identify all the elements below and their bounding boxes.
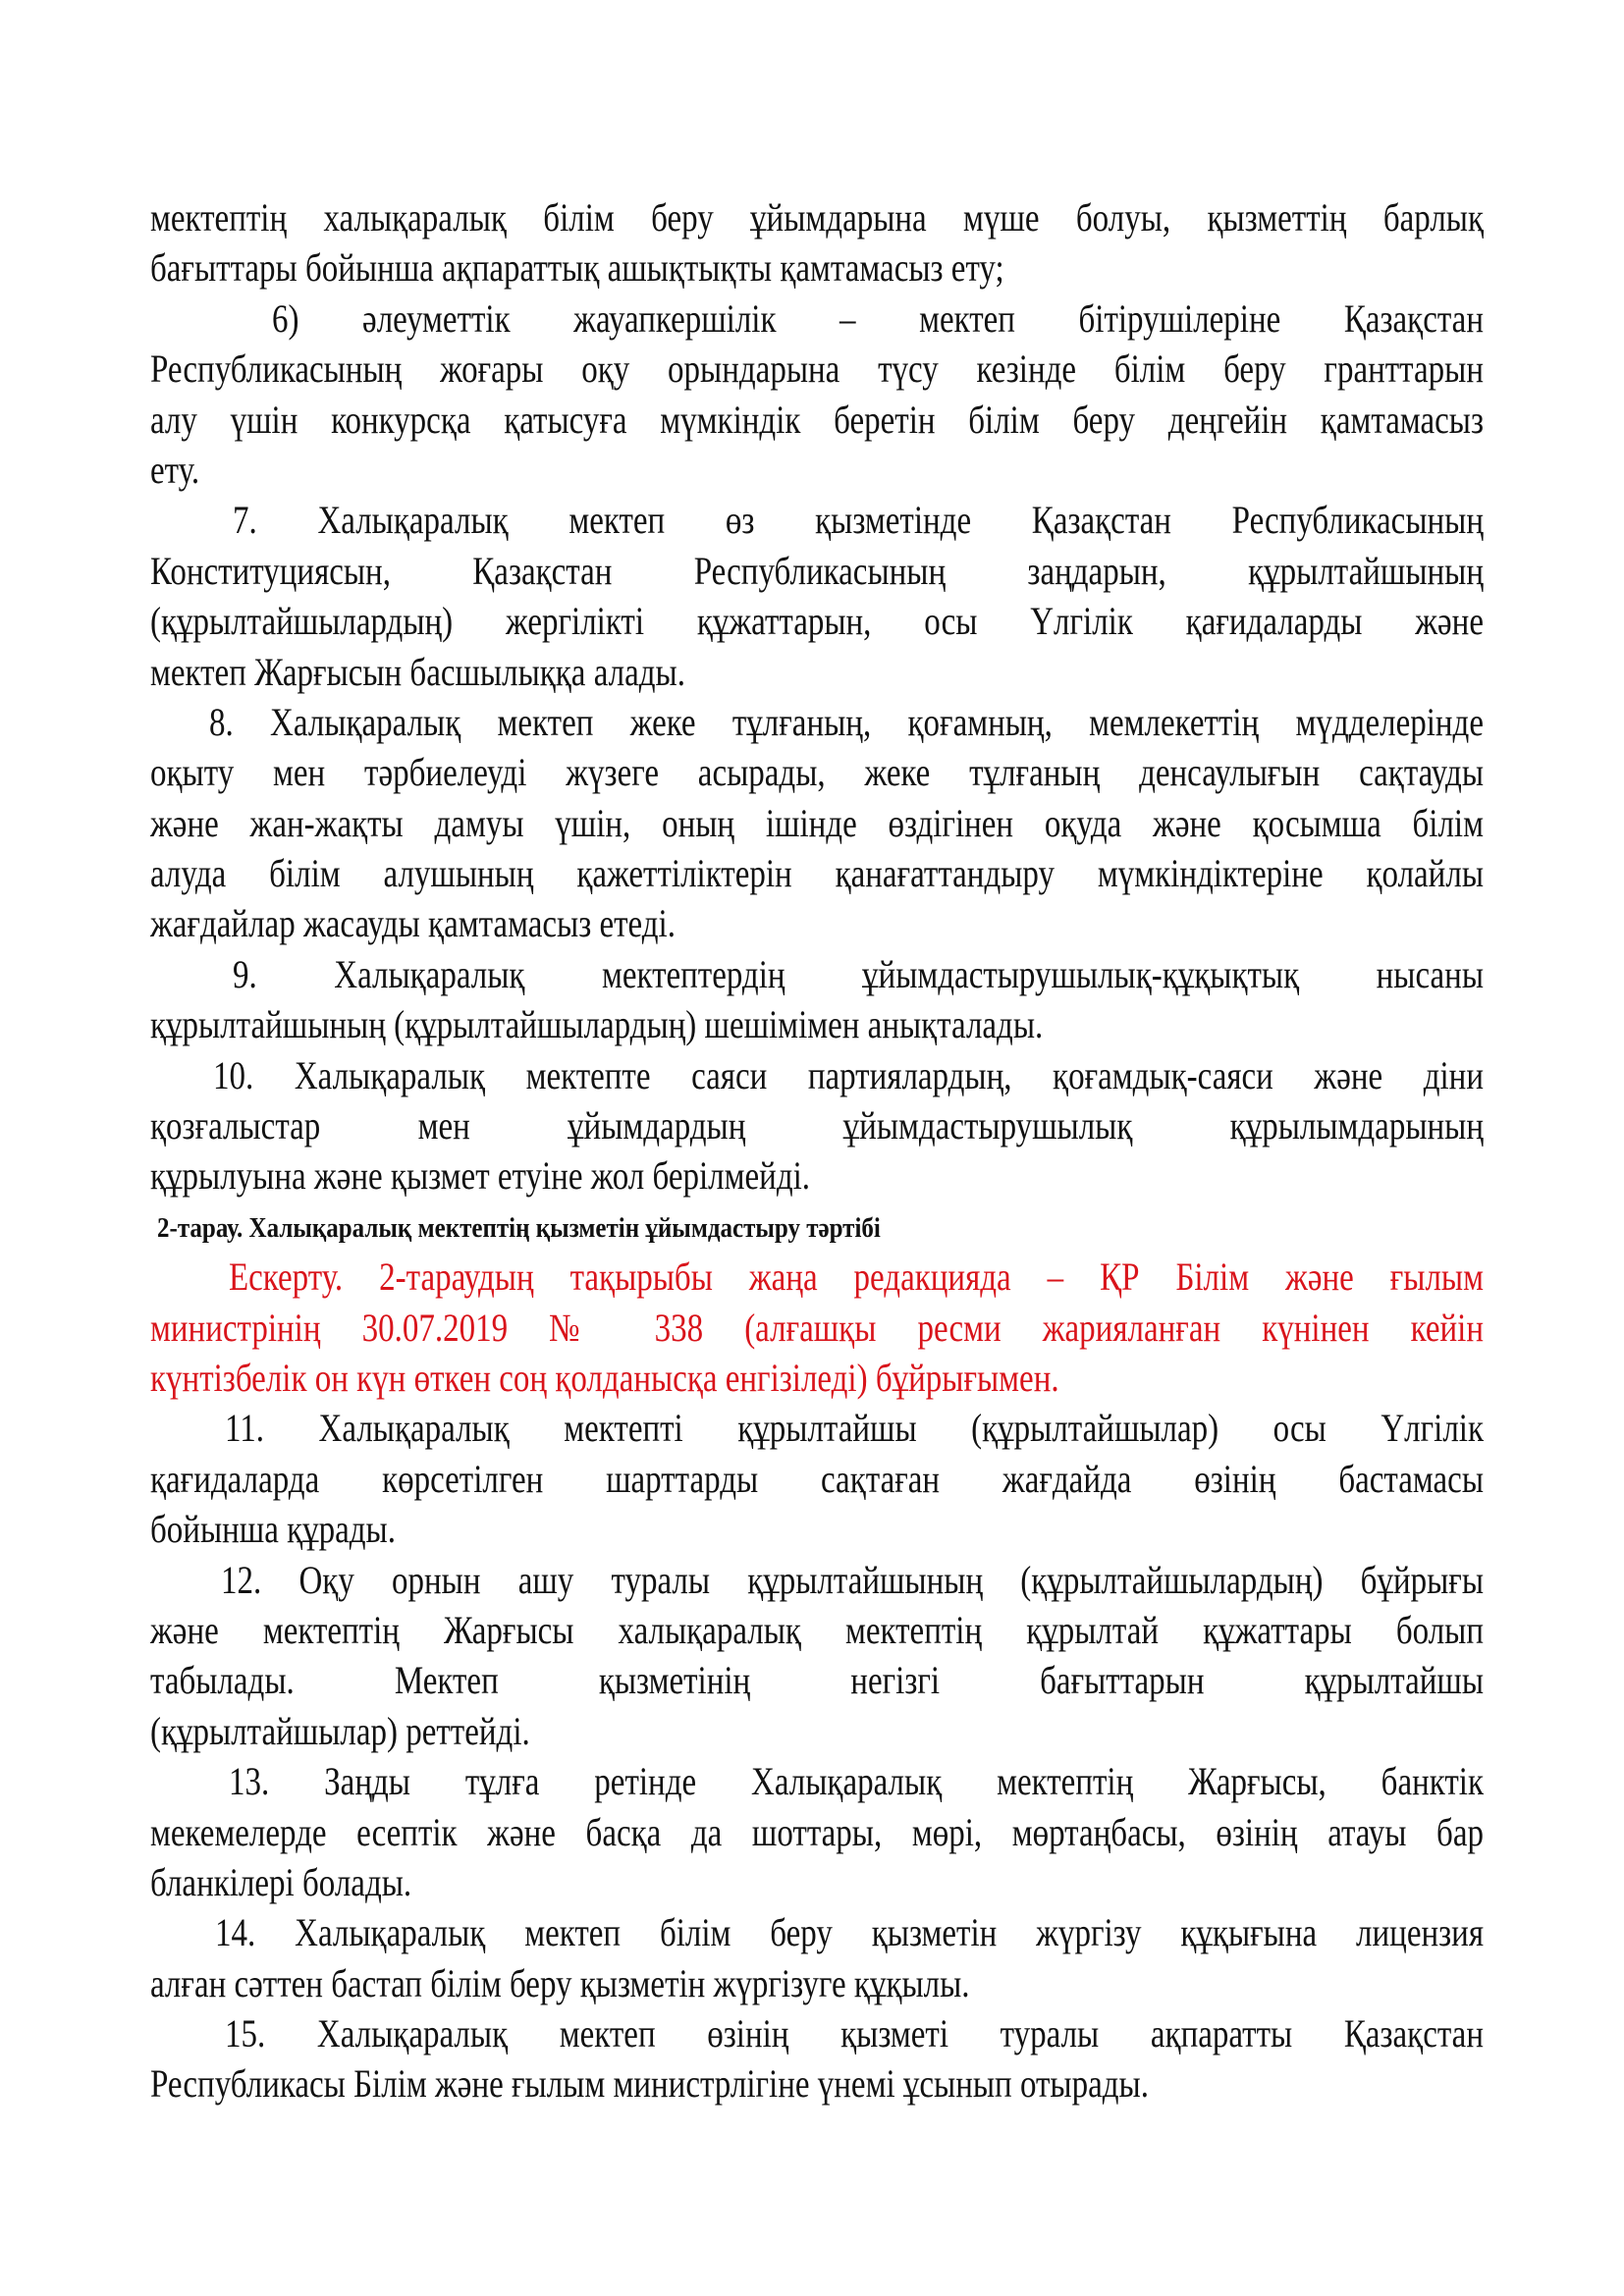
text-line: жағдайлар жасауды қамтамасыз етеді. xyxy=(150,903,676,947)
text-line: 14. Халықаралық мектеп білім беру қызметін жүргізу құқығына лицензия xyxy=(215,1912,1484,1956)
text-line: 12. Оқу орнын ашу туралы құрылтайшының (құрылтайшылардың) бұйрығы xyxy=(221,1559,1484,1603)
section-heading xyxy=(150,1203,1484,1254)
paragraph xyxy=(150,194,1484,295)
paragraph xyxy=(150,295,1484,498)
document-page xyxy=(150,194,1484,2111)
text-line: 7. Халықаралық мектеп өз қызметінде Қазақстан Республикасының xyxy=(233,500,1484,544)
text-line: Конституциясын, Қазақстан Республикасының заңдарын, құрылтайшының xyxy=(150,550,1484,594)
text-line: 8. Халықаралық мектеп жеке тұлғаның, қоғамның, мемлекеттің мүдделерінде xyxy=(209,701,1484,745)
text-line: мектеп Жарғысын басшылыққа алады. xyxy=(150,651,685,695)
paragraph xyxy=(150,497,1484,699)
text-line: табылады. Мектеп қызметінің негізгі бағыттарын құрылтайшы xyxy=(150,1660,1484,1704)
text-line: және мектептің Жарғысы халықаралық мектептің құрылтай құжаттары болып xyxy=(150,1609,1484,1653)
text-line: бойынша құрады. xyxy=(150,1509,396,1552)
text-line: қағидаларда көрсетілген шарттарды сақтаған жағдайда өзінің бастамасы xyxy=(150,1458,1484,1502)
text-line: мектептің халықаралық білім беру ұйымдарына мүше болуы, қызметтің барлық xyxy=(150,196,1484,240)
text-line: оқыту мен тәрбиелеуді жүзеге асырады, жеке тұлғаның денсаулығын сақтауды xyxy=(150,752,1484,796)
paragraph xyxy=(150,699,1484,951)
text-line: 11. Халықаралық мектепті құрылтайшы (құрылтайшылар) осы Үлгілік xyxy=(225,1408,1484,1452)
text-line: (құрылтайшылардың) жергілікті құжаттарын, осы Үлгілік қағидаларды және xyxy=(150,601,1484,644)
text-line: бланкілері болады. xyxy=(150,1861,412,1905)
paragraph xyxy=(150,1758,1484,1909)
text-line: мекемелерде есептік және басқа да шоттары, мөрі, мөртаңбасы, өзінің атауы бар xyxy=(150,1811,1484,1855)
paragraph xyxy=(150,1052,1484,1203)
text-line: бағыттары бойынша ақпараттық ашықтықты қамтамасыз ету; xyxy=(150,247,1004,292)
text-line: 10. Халықаралық мектепте саяси партиялардың, қоғамдық-саяси және діни xyxy=(213,1054,1484,1098)
text-line: Республикасы Білім және ғылым министрлігіне үнемі ұсынып отырады. xyxy=(150,2063,1149,2108)
paragraph xyxy=(150,951,1484,1052)
text-line: және жан-жақты дамуы үшін, оның ішінде өздігінен оқуда және қосымша білім xyxy=(150,802,1484,846)
text-line: ету. xyxy=(150,449,200,493)
text-line: алған сәттен бастап білім беру қызметін жүргізуге құқылы. xyxy=(150,1962,970,2006)
text-line: құрылтайшының (құрылтайшылардың) шешімімен анықталады. xyxy=(150,1004,1044,1048)
paragraph xyxy=(150,1557,1484,1759)
text-line: Ескерту. 2-тараудың тақырыбы жаңа редакцияда – ҚР Білім және ғылым xyxy=(229,1256,1484,1301)
text-line: алуда білім алушының қажеттіліктерін қанағаттандыру мүмкіндіктеріне қолайлы xyxy=(150,852,1484,896)
text-line: 6) әлеуметтік жауапкершілік – мектеп бітірушілеріне Қазақстан xyxy=(272,297,1484,342)
text-line: 13. Заңды тұлға ретінде Халықаралық мектептің Жарғысы, банктік xyxy=(229,1760,1484,1804)
text-line: күнтізбелік он күн өткен соң қолданысқа енгізіледі) бұйрығымен. xyxy=(150,1357,1059,1401)
editorial-note xyxy=(150,1254,1484,1405)
text-line: 9. Халықаралық мектептердің ұйымдастырушылық-құқықтық нысаны xyxy=(233,953,1484,997)
text-line: министрінің 30.07.2019 № 338 (алғашқы ресми жарияланған күнінен кейін xyxy=(150,1307,1484,1351)
paragraph xyxy=(150,1909,1484,2010)
text-line: 15. Халықаралық мектеп өзінің қызметі туралы ақпаратты Қазақстан xyxy=(225,2012,1484,2056)
text-line: 2-тарау. Халықаралық мектептің қызметін ұйымдастыру тәртібі xyxy=(157,1212,881,1244)
text-line: Республикасының жоғары оқу орындарына түсу кезінде білім беру гранттарын xyxy=(150,348,1484,392)
text-line: қозғалыстар мен ұйымдардың ұйымдастырушылық құрылымдарының xyxy=(150,1104,1484,1148)
text-line: (құрылтайшылар) реттейді. xyxy=(150,1710,530,1754)
paragraph xyxy=(150,2010,1484,2111)
paragraph xyxy=(150,1405,1484,1556)
text-line: алу үшін конкурсқа қатысуға мүмкіндік беретін білім беру деңгейін қамтамасыз xyxy=(150,399,1484,443)
text-line: құрылуына және қызмет етуіне жол берілмейді. xyxy=(150,1155,811,1200)
